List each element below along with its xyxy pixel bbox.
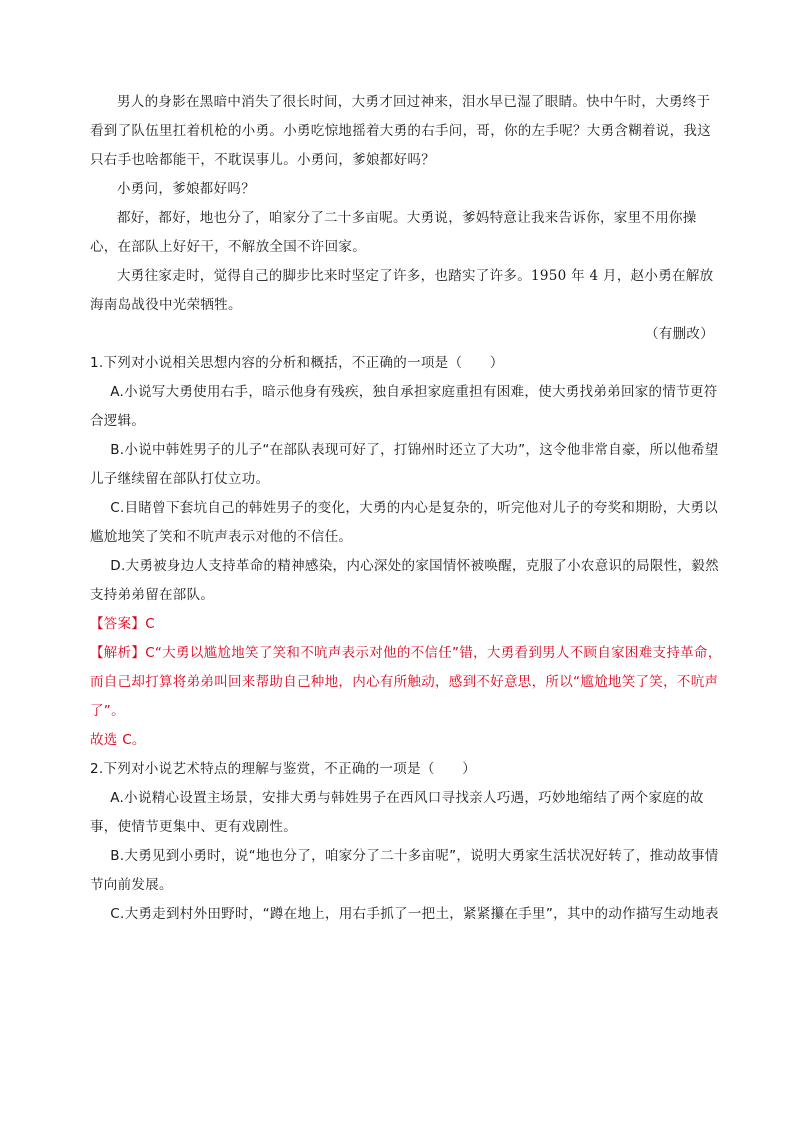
story-paragraph: 男人的身影在黑暗中消失了很长时间，大勇才回过神来，泪水早已湿了眼睛。快中午时，大勇终于看到了队伍里扛着机枪的小勇。小勇吃惊地摇着大勇的右手问，哥，你的左手呢？大勇含糊着说，我这只右手也啥都能干，不耽误事儿。小勇问，爹娘都好吗？ [90, 94, 711, 168]
option-b: B.小说中韩姓男子的儿子“在部队表现可好了，打锦州时还立了大功”，这令他非常自豪，所以他希望儿子继续留在部队打仗立功。 [90, 442, 719, 487]
answer-label: 【答案】 [90, 616, 146, 632]
question-stem: 2.下列对小说艺术特点的理解与鉴赏，不正确的一项是（ ） [90, 761, 477, 777]
analysis-text: C“大勇以尴尬地笑了笑和不吭声表示对他的不信任”错，大勇看到男人不顾自家困难支持革命，而自己却打算将弟弟叫回来帮助自己种地，内心有所触动，感到不好意思，所以“尴尬地笑了笑，不吭声了”。 [90, 645, 722, 719]
option-b: B.大勇见到小勇时，说“地也分了，咱家分了二十多亩呢”，说明大勇家生活状况好转了，推动故事情节向前发展。 [90, 848, 719, 893]
option-a: A.小说精心设置主场景，安排大勇与韩姓男子在西风口寻找亲人巧遇，巧妙地缩结了两个家庭的故事，使情节更集中、更有戏剧性。 [90, 790, 704, 835]
option-a: A.小说写大勇使用右手，暗示他身有残疾，独自承担家庭重担有困难，使大勇找弟弟回家的情节更符合逻辑。 [90, 384, 718, 429]
question-1 [90, 349, 722, 755]
analysis-label: 【解析】 [90, 645, 146, 661]
question-2 [90, 755, 722, 929]
option-d: D.大勇被身边人支持革命的精神感染，内心深处的家国情怀被唤醒，克服了小农意识的局限性，毅然支持弟弟留在部队。 [90, 558, 719, 603]
story-paragraph: 都好，都好，地也分了，咱家分了二十多亩呢。大勇说，爹妈特意让我来告诉你，家里不用你操心，在部队上好好干，不解放全国不许回家。 [90, 210, 697, 255]
story-excerpt [90, 88, 722, 349]
answer-value: C [145, 616, 155, 632]
option-c: C.大勇走到村外田野时，“蹲在地上，用右手抓了一把土，紧紧攥在手里”，其中的动作描写生动地表 [110, 906, 719, 922]
conclusion: 故选 C。 [90, 732, 146, 748]
story-paragraph: 大勇往家走时，觉得自己的脚步比来时坚定了许多，也踏实了许多。1950 年 4 月，赵小勇在解放海南岛战役中光荣牺牲。 [90, 268, 714, 313]
option-c: C.目睹曾下套坑自己的韩姓男子的变化，大勇的内心是复杂的，听完他对儿子的夸奖和期盼，大勇以尴尬地笑了笑和不吭声表示对他的不信任。 [90, 500, 718, 545]
analysis-block [90, 639, 722, 726]
source-note: （有删改） [645, 326, 714, 342]
story-paragraph: 小勇问，爹娘都好吗？ [117, 181, 255, 197]
question-stem: 1.下列对小说相关思想内容的分析和概括，不正确的一项是（ ） [90, 355, 504, 371]
answer-line [90, 610, 722, 639]
